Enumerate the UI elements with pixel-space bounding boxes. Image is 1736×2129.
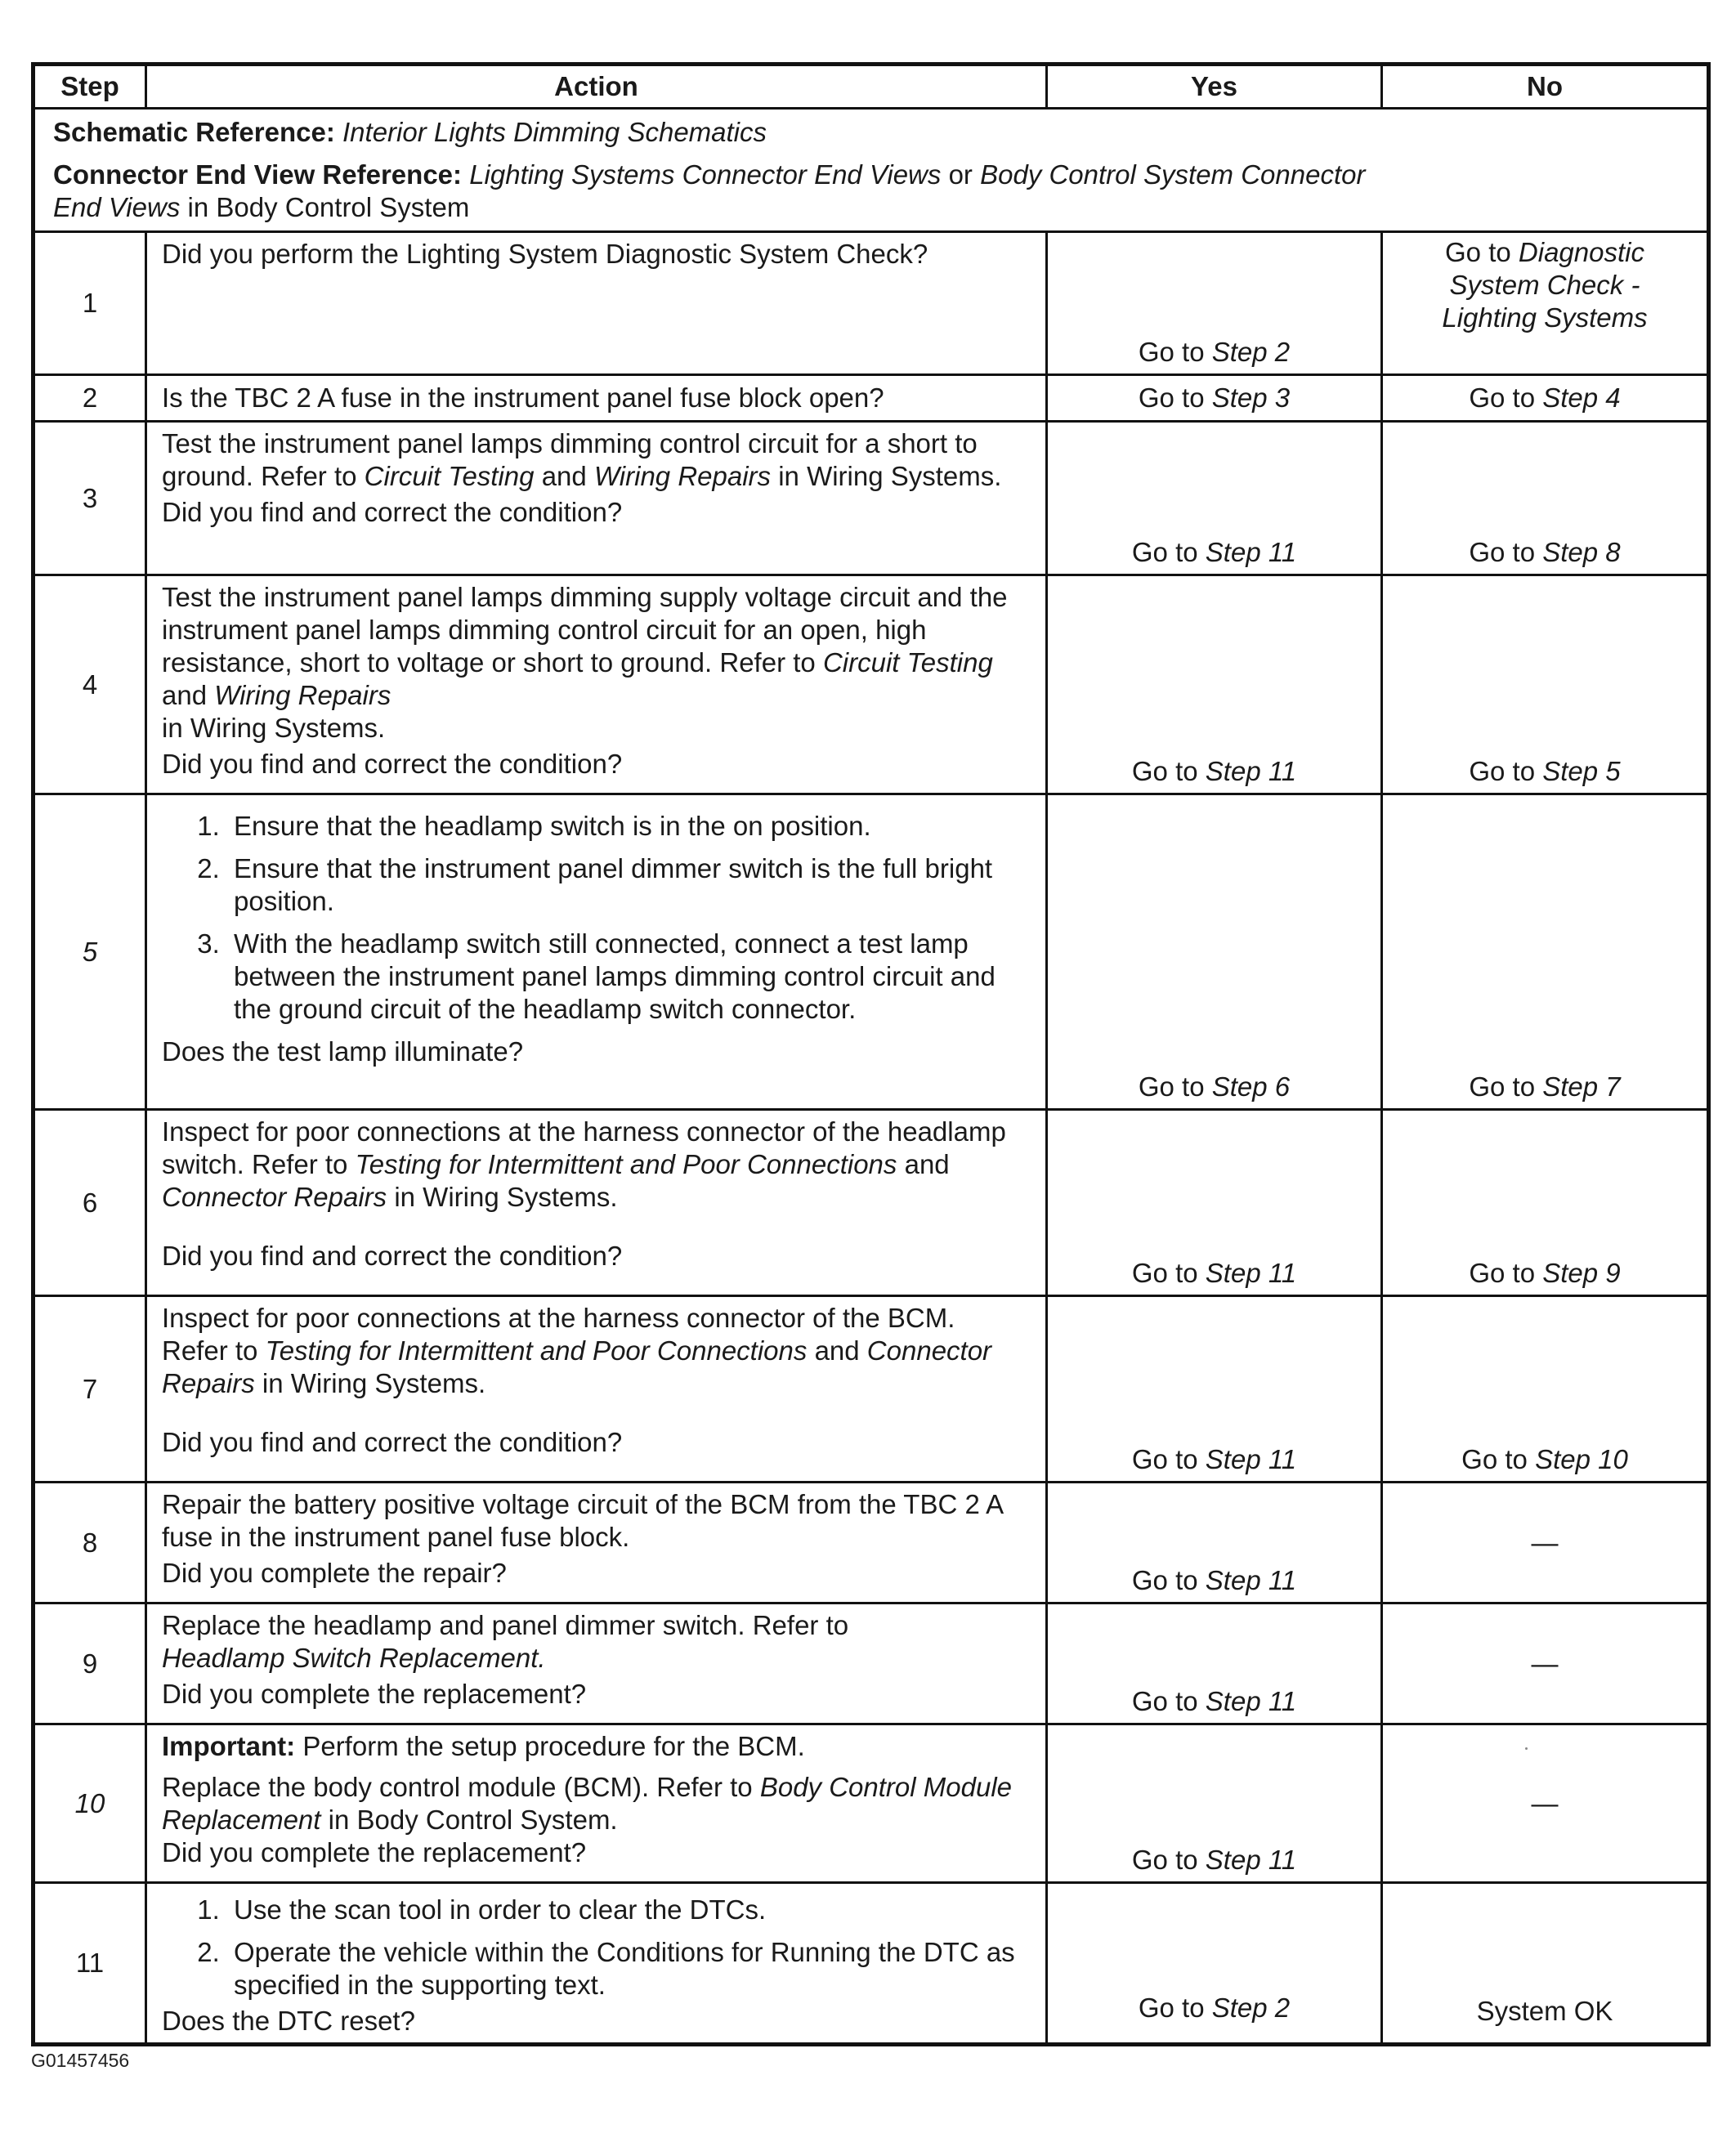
step-number: 11 [34, 1883, 146, 2045]
action-question: Did you complete the repair? [162, 1558, 507, 1588]
yes-step-link[interactable]: Step 2 [1211, 1993, 1291, 2023]
action-cell [146, 1110, 1047, 1296]
table-row [34, 232, 1709, 375]
reference-link[interactable]: Headlamp Switch Replacement [162, 1643, 539, 1673]
action-cell [146, 1724, 1047, 1883]
action-question: Did you complete the replacement? [162, 1679, 587, 1709]
action-text: in Wiring Systems. [262, 1368, 486, 1398]
yes-step-link[interactable]: Step 3 [1211, 382, 1291, 413]
procedure-item: 3. With the headlamp switch still connected, connect a test lamp between the instrument panel lamps dimming control circuit and the ground circuit of the headlamp switch connector. [227, 928, 1027, 1026]
connector-reference [53, 159, 1689, 224]
no-cell: — [1382, 1603, 1709, 1724]
procedure-item: 1. Use the scan tool in order to clear the DTCs. [227, 1894, 1027, 1926]
no-prefix: Go to [1469, 1071, 1536, 1102]
table-row [34, 1603, 1709, 1724]
yes-prefix: Go to [1138, 1993, 1205, 2023]
action-text: and [541, 461, 587, 491]
no-step-link[interactable]: Diagnostic System Check - Lighting Systems [1442, 237, 1648, 333]
yes-cell [1047, 1603, 1382, 1724]
connector-reference-link-1[interactable]: Lighting Systems Connector End Views [469, 159, 942, 190]
reference-link[interactable]: Testing for Intermittent and Poor Connections [355, 1149, 897, 1179]
yes-prefix: Go to [1138, 337, 1205, 367]
yes-cell [1047, 232, 1382, 375]
yes-cell [1047, 1110, 1382, 1296]
action-instructions [162, 427, 1027, 493]
header-yes: Yes [1047, 65, 1382, 109]
yes-step-link[interactable]: Step 11 [1205, 1845, 1297, 1875]
action-question: Does the test lamp illuminate? [162, 1036, 524, 1067]
step-number: 2 [34, 375, 146, 422]
reference-row [34, 109, 1709, 232]
table-row [34, 1296, 1709, 1483]
no-step-link[interactable]: Step 10 [1535, 1444, 1628, 1474]
no-cell [1382, 794, 1709, 1110]
no-step-link[interactable]: Step 8 [1542, 537, 1621, 567]
action-text: in Body Control System. [328, 1805, 618, 1835]
step-number: 10 [34, 1724, 146, 1883]
yes-step-link[interactable]: Step 11 [1205, 1444, 1297, 1474]
yes-step-link[interactable]: Step 11 [1205, 537, 1297, 567]
yes-cell [1047, 575, 1382, 794]
scan-speck [1525, 1747, 1528, 1750]
action-instructions [162, 1302, 1027, 1426]
connector-reference-label: Connector End View Reference: [53, 159, 463, 190]
no-cell [1382, 1883, 1709, 2045]
step-number: 1 [34, 232, 146, 375]
action-text: in Wiring Systems. [162, 713, 386, 743]
no-cell [1382, 422, 1709, 575]
action-text: Did you perform the Lighting System Diagnostic System Check? [162, 239, 928, 269]
yes-cell [1047, 1883, 1382, 2045]
no-cell [1382, 575, 1709, 794]
no-cell [1382, 375, 1709, 422]
no-cell: — [1382, 1724, 1709, 1883]
action-cell [146, 1603, 1047, 1724]
action-text: and [162, 680, 208, 710]
no-step-link[interactable]: Step 9 [1542, 1258, 1621, 1288]
important-note [162, 1730, 1027, 1763]
table-row [34, 575, 1709, 794]
connector-reference-suffix: in Body Control System [187, 192, 470, 222]
no-prefix: Go to [1469, 756, 1536, 786]
schematic-reference [53, 116, 1689, 149]
header-action: Action [146, 65, 1047, 109]
diagnostic-table [31, 62, 1711, 2046]
yes-prefix: Go to [1131, 1258, 1198, 1288]
system-ok-text: System OK [1476, 1996, 1613, 2026]
schematic-reference-link[interactable]: Interior Lights Dimming Schematics [342, 117, 767, 147]
action-cell [146, 422, 1047, 575]
action-text: Replace the body control module (BCM). Refer to [162, 1772, 753, 1802]
action-text: Replace the headlamp and panel dimmer switch. Refer to [162, 1610, 849, 1640]
connector-reference-or: or [948, 159, 973, 190]
step-number: 3 [34, 422, 146, 575]
action-text: and [814, 1335, 860, 1366]
yes-step-link[interactable]: Step 11 [1205, 756, 1297, 786]
table-row [34, 1724, 1709, 1883]
action-text: Repair the battery positive voltage circuit of the BCM from the TBC 2 A fuse in the instrument panel fuse block. [162, 1489, 1003, 1552]
action-instructions [162, 1771, 1027, 1836]
yes-prefix: Go to [1138, 1071, 1205, 1102]
header-step: Step [34, 65, 146, 109]
action-question: Did you find and correct the condition? [162, 497, 623, 527]
reference-cell [34, 109, 1709, 232]
action-text: Inspect for poor connections at the harness connector of the BCM. Refer to [162, 1303, 955, 1366]
connector-reference-link-2-cont[interactable]: End Views [53, 192, 181, 222]
action-cell [146, 794, 1047, 1110]
action-cell [146, 1483, 1047, 1603]
yes-prefix: Go to [1131, 1565, 1198, 1595]
action-question: Did you find and correct the condition? [162, 1427, 623, 1457]
yes-cell [1047, 794, 1382, 1110]
no-prefix: Go to [1461, 1444, 1528, 1474]
connector-reference-link-2[interactable]: Body Control System Connector [980, 159, 1366, 190]
table-row [34, 422, 1709, 575]
no-step-link[interactable]: Step 4 [1542, 382, 1621, 413]
yes-prefix: Go to [1131, 1686, 1198, 1716]
action-instructions [162, 1609, 1027, 1675]
reference-link[interactable]: Wiring Repairs [214, 680, 391, 710]
yes-cell [1047, 422, 1382, 575]
yes-cell [1047, 1483, 1382, 1603]
reference-link[interactable]: Wiring Repairs [593, 461, 772, 491]
yes-prefix: Go to [1131, 1444, 1198, 1474]
procedure-item: 1. Ensure that the headlamp switch is in the on position. [227, 810, 1027, 843]
action-text: Is the TBC 2 A fuse in the instrument panel fuse block open? [162, 382, 884, 413]
action-instructions [162, 1116, 1027, 1240]
step-number: 4 [34, 575, 146, 794]
reference-link[interactable]: Circuit Testing [364, 461, 535, 491]
important-text: Perform the setup procedure for the BCM. [302, 1731, 805, 1761]
no-prefix: Go to [1469, 537, 1536, 567]
no-step-link[interactable]: Step 5 [1542, 756, 1621, 786]
action-cell [146, 375, 1047, 422]
yes-prefix: Go to [1138, 382, 1205, 413]
yes-prefix: Go to [1131, 1845, 1198, 1875]
yes-step-link[interactable]: Step 11 [1205, 1686, 1297, 1716]
procedure-list [162, 1894, 1027, 2002]
no-cell [1382, 232, 1709, 375]
action-text: Test the instrument panel lamps dimming control circuit for a short to ground. Refer to [162, 428, 978, 491]
action-text: . [538, 1643, 546, 1673]
action-question: Did you find and correct the condition? [162, 749, 623, 779]
yes-step-link[interactable]: Step 2 [1211, 337, 1291, 367]
action-text: in Wiring Systems. [778, 461, 1002, 491]
action-text: Test the instrument panel lamps dimming supply voltage circuit and the instrument panel lamps dimming control circuit for an open, high resistance, short to voltage or short to ground. Refer to [162, 582, 1008, 678]
table-row [34, 1883, 1709, 2045]
reference-link[interactable]: Connector Repairs [162, 1335, 992, 1398]
step-number: 8 [34, 1483, 146, 1603]
action-question: Did you complete the replacement? [162, 1837, 587, 1867]
table-row [34, 1483, 1709, 1603]
important-label: Important: [162, 1731, 296, 1761]
yes-cell [1047, 1724, 1382, 1883]
no-cell [1382, 1110, 1709, 1296]
figure-id: G01457456 [31, 2050, 130, 2071]
action-text: and [904, 1149, 950, 1179]
table-row [34, 375, 1709, 422]
table-row [34, 1110, 1709, 1296]
reference-link[interactable]: Connector Repairs [162, 1182, 387, 1212]
yes-cell [1047, 375, 1382, 422]
action-instructions [162, 581, 1027, 745]
yes-prefix: Go to [1131, 756, 1198, 786]
action-question: Did you find and correct the condition? [162, 1241, 623, 1271]
procedure-item: 2. Ensure that the instrument panel dimmer switch is the full bright position. [227, 852, 1027, 918]
step-number: 6 [34, 1110, 146, 1296]
action-cell [146, 575, 1047, 794]
reference-link[interactable]: Testing for Intermittent and Poor Connections [265, 1335, 808, 1366]
yes-cell [1047, 1296, 1382, 1483]
table-row [34, 794, 1709, 1110]
step-number: 5 [34, 794, 146, 1110]
no-cell [1382, 1296, 1709, 1483]
reference-link[interactable]: Body Control Module Replacement [162, 1772, 1013, 1835]
no-prefix: Go to [1445, 237, 1511, 267]
step-number: 9 [34, 1603, 146, 1724]
yes-step-link[interactable]: Step 6 [1211, 1071, 1291, 1102]
no-prefix: Go to [1469, 1258, 1536, 1288]
step-number: 7 [34, 1296, 146, 1483]
yes-prefix: Go to [1131, 537, 1198, 567]
action-question: Does the DTC reset? [162, 2006, 415, 2036]
schematic-reference-label: Schematic Reference: [53, 117, 335, 147]
table-header-row [34, 65, 1709, 109]
header-no: No [1382, 65, 1709, 109]
action-text: Inspect for poor connections at the harness connector of the headlamp switch. Refer to [162, 1116, 1006, 1179]
no-step-link[interactable]: Step 7 [1542, 1071, 1621, 1102]
yes-step-link[interactable]: Step 11 [1205, 1565, 1297, 1595]
no-prefix: Go to [1469, 382, 1536, 413]
action-text: in Wiring Systems. [394, 1182, 618, 1212]
reference-link[interactable]: Circuit Testing [822, 647, 993, 678]
action-cell [146, 232, 1047, 375]
procedure-list [162, 810, 1027, 1026]
yes-step-link[interactable]: Step 11 [1205, 1258, 1297, 1288]
action-cell [146, 1296, 1047, 1483]
no-cell: — [1382, 1483, 1709, 1603]
action-cell [146, 1883, 1047, 2045]
procedure-item: 2. Operate the vehicle within the Conditions for Running the DTC as specified in the supporting text. [227, 1936, 1027, 2002]
